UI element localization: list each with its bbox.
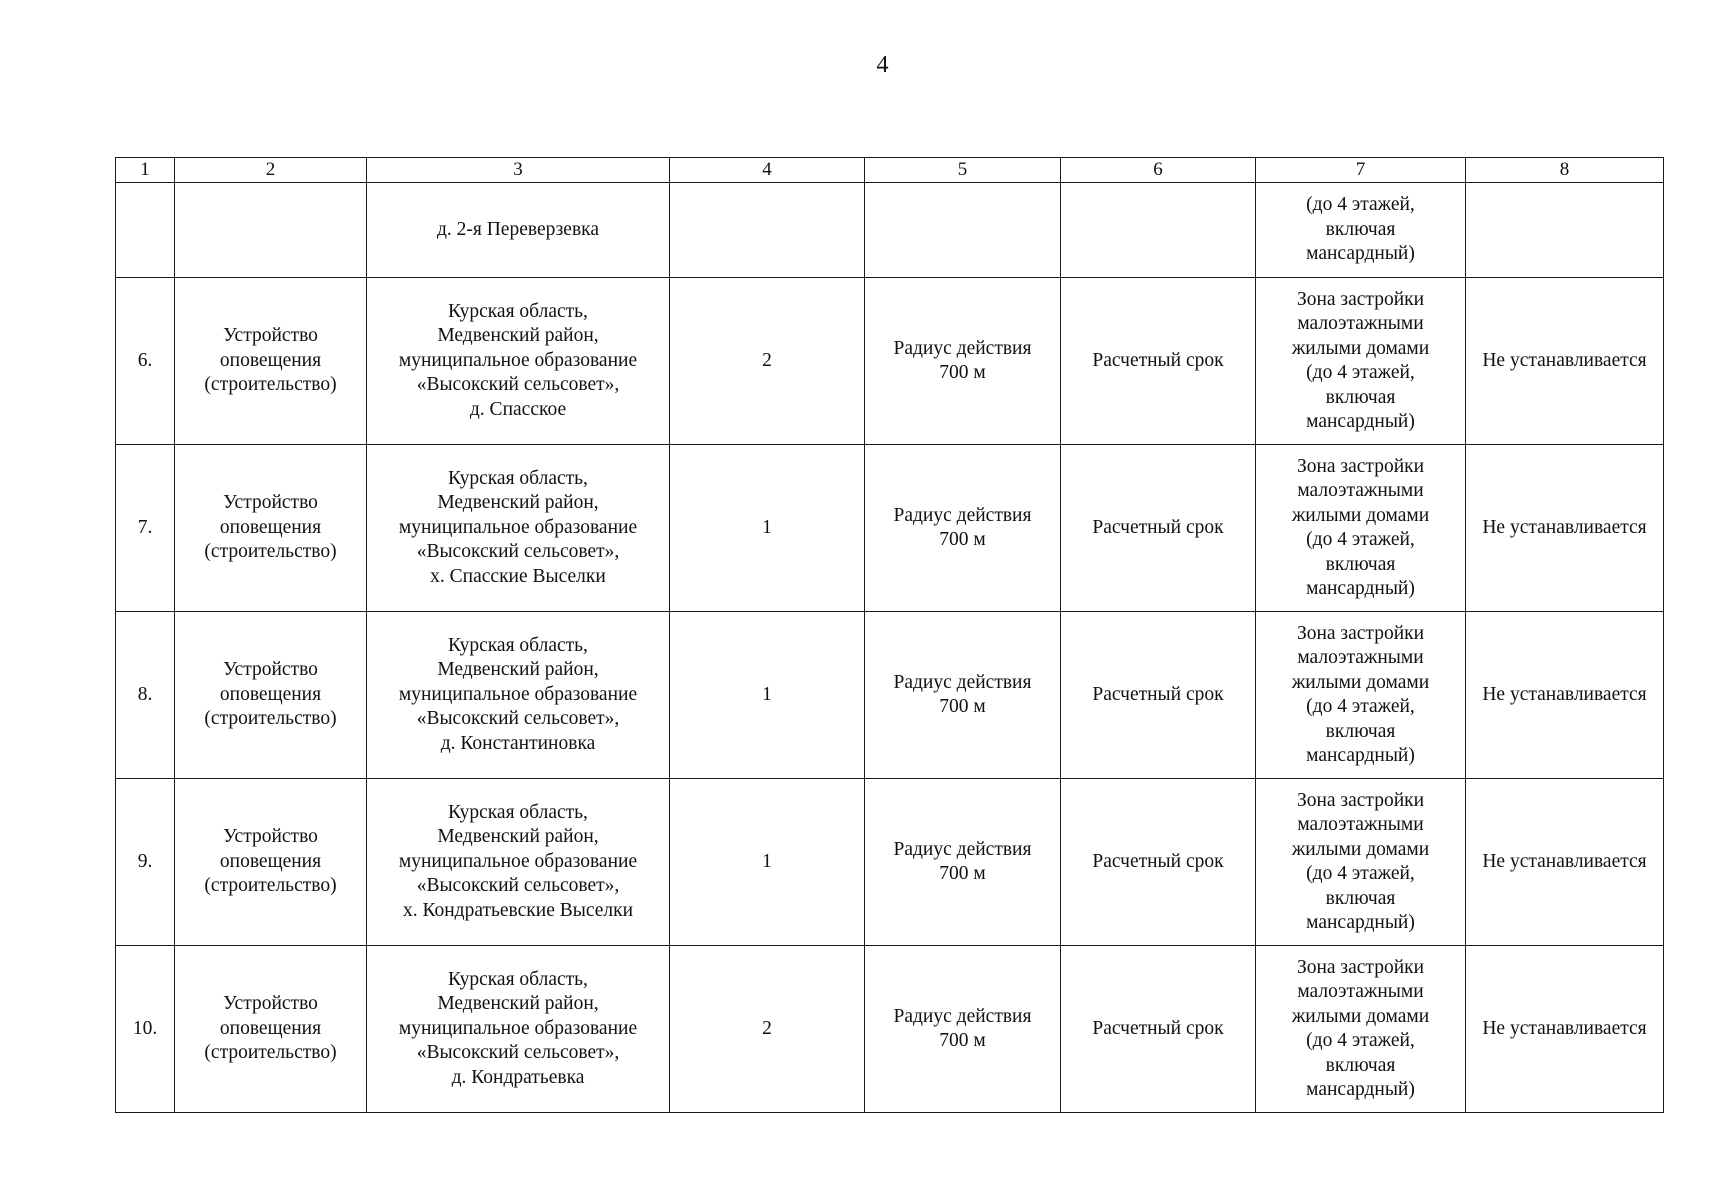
quantity-cell: 2 bbox=[670, 278, 865, 445]
characteristic-cell: Радиус действия 700 м bbox=[865, 946, 1061, 1113]
quantity-cell: 1 bbox=[670, 779, 865, 946]
column-number: 7 bbox=[1256, 158, 1466, 183]
term-cell: Расчетный срок bbox=[1061, 612, 1256, 779]
table-row bbox=[116, 445, 1664, 612]
zone-cell: Зона застройки малоэтажными жилыми домами (до 4 этажей, включая мансардный) bbox=[1256, 445, 1466, 612]
quantity-cell: 1 bbox=[670, 612, 865, 779]
protection-zone-cell: Не устанавливается bbox=[1466, 946, 1664, 1113]
table-cell bbox=[670, 183, 865, 278]
column-number: 3 bbox=[367, 158, 670, 183]
characteristic-cell: Радиус действия 700 м bbox=[865, 445, 1061, 612]
object-name-cell: Устройство оповещения (строительство) bbox=[175, 278, 367, 445]
object-name-cell: Устройство оповещения (строительство) bbox=[175, 445, 367, 612]
table-cell: д. 2-я Переверзевка bbox=[367, 183, 670, 278]
column-number: 6 bbox=[1061, 158, 1256, 183]
characteristic-cell: Радиус действия 700 м bbox=[865, 612, 1061, 779]
protection-zone-cell: Не устанавливается bbox=[1466, 445, 1664, 612]
term-cell: Расчетный срок bbox=[1061, 779, 1256, 946]
table-row-continuation bbox=[116, 183, 1664, 278]
column-number: 4 bbox=[670, 158, 865, 183]
term-cell: Расчетный срок bbox=[1061, 445, 1256, 612]
location-cell: Курская область, Медвенский район, муниципальное образование «Высокский сельсовет», х. Кондратьевские Выселки bbox=[367, 779, 670, 946]
characteristic-cell: Радиус действия 700 м bbox=[865, 278, 1061, 445]
table-row bbox=[116, 612, 1664, 779]
row-number-cell: 8. bbox=[116, 612, 175, 779]
object-name-cell: Устройство оповещения (строительство) bbox=[175, 946, 367, 1113]
protection-zone-cell: Не устанавливается bbox=[1466, 779, 1664, 946]
location-cell: Курская область, Медвенский район, муниципальное образование «Высокский сельсовет», д. Кондратьевка bbox=[367, 946, 670, 1113]
zone-cell: Зона застройки малоэтажными жилыми домами (до 4 этажей, включая мансардный) bbox=[1256, 946, 1466, 1113]
location-cell: Курская область, Медвенский район, муниципальное образование «Высокский сельсовет», д. Спасское bbox=[367, 278, 670, 445]
table-row bbox=[116, 779, 1664, 946]
row-number-cell: 6. bbox=[116, 278, 175, 445]
protection-zone-cell: Не устанавливается bbox=[1466, 612, 1664, 779]
object-name-cell: Устройство оповещения (строительство) bbox=[175, 779, 367, 946]
quantity-cell: 2 bbox=[670, 946, 865, 1113]
quantity-cell: 1 bbox=[670, 445, 865, 612]
table-cell bbox=[865, 183, 1061, 278]
row-number-cell: 9. bbox=[116, 779, 175, 946]
column-number: 2 bbox=[175, 158, 367, 183]
location-cell: Курская область, Медвенский район, муниципальное образование «Высокский сельсовет», х. Спасские Выселки bbox=[367, 445, 670, 612]
data-table bbox=[115, 157, 1664, 1113]
page-number: 4 bbox=[876, 52, 889, 78]
object-name-cell: Устройство оповещения (строительство) bbox=[175, 612, 367, 779]
table-cell: (до 4 этажей, включая мансардный) bbox=[1256, 183, 1466, 278]
row-number-cell: 10. bbox=[116, 946, 175, 1113]
zone-cell: Зона застройки малоэтажными жилыми домами (до 4 этажей, включая мансардный) bbox=[1256, 612, 1466, 779]
table-cell bbox=[1466, 183, 1664, 278]
protection-zone-cell: Не устанавливается bbox=[1466, 278, 1664, 445]
location-cell: Курская область, Медвенский район, муниципальное образование «Высокский сельсовет», д. Константиновка bbox=[367, 612, 670, 779]
term-cell: Расчетный срок bbox=[1061, 278, 1256, 445]
zone-cell: Зона застройки малоэтажными жилыми домами (до 4 этажей, включая мансардный) bbox=[1256, 278, 1466, 445]
table-cell bbox=[116, 183, 175, 278]
term-cell: Расчетный срок bbox=[1061, 946, 1256, 1113]
column-number: 5 bbox=[865, 158, 1061, 183]
table-cell bbox=[175, 183, 367, 278]
column-number-row bbox=[116, 158, 1664, 183]
table-cell bbox=[1061, 183, 1256, 278]
characteristic-cell: Радиус действия 700 м bbox=[865, 779, 1061, 946]
zone-cell: Зона застройки малоэтажными жилыми домами (до 4 этажей, включая мансардный) bbox=[1256, 779, 1466, 946]
row-number-cell: 7. bbox=[116, 445, 175, 612]
column-number: 1 bbox=[116, 158, 175, 183]
column-number: 8 bbox=[1466, 158, 1664, 183]
table-row bbox=[116, 946, 1664, 1113]
table-row bbox=[116, 278, 1664, 445]
